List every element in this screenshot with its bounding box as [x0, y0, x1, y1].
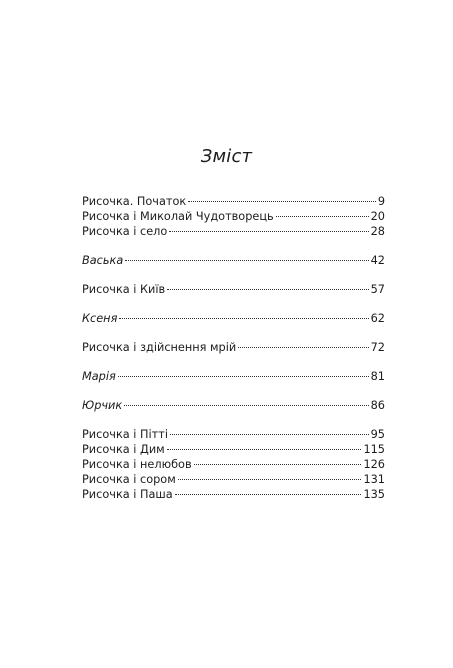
toc-entry [82, 442, 385, 457]
toc-entry [82, 369, 385, 384]
toc-entry-page: 20 [370, 210, 385, 223]
table-of-contents [82, 194, 385, 502]
toc-entry [82, 472, 385, 487]
toc-entry-page: 126 [363, 458, 385, 471]
toc-entry-page: 62 [370, 312, 385, 325]
toc-entry [82, 224, 385, 239]
toc-entry-page: 86 [370, 399, 385, 412]
toc-entry-title: Рисочка і село [82, 225, 168, 238]
toc-entry-title: Рисочка і нелюбов [82, 458, 192, 471]
dot-leader [175, 493, 362, 495]
toc-entry-page: 131 [363, 473, 385, 486]
toc-entry [82, 194, 385, 209]
toc-entry [82, 398, 385, 413]
toc-entry-title: Рисочка і Дим [82, 443, 165, 456]
toc-entry-title: Васька [82, 254, 124, 267]
toc-entry-title: Рисочка і сором [82, 473, 176, 486]
toc-entry-title: Рисочка і Миколай Чудотворець [82, 210, 274, 223]
toc-entry [82, 311, 385, 326]
toc-entry [82, 209, 385, 224]
dot-leader [125, 259, 368, 261]
dot-leader [188, 200, 376, 202]
dot-leader [118, 375, 369, 377]
toc-entry-title: Рисочка і Пітті [82, 428, 168, 441]
toc-entry-page: 115 [363, 443, 385, 456]
toc-entry-page: 28 [370, 225, 385, 238]
dot-leader [169, 230, 368, 232]
dot-leader [276, 215, 369, 217]
toc-entry [82, 457, 385, 472]
toc-entry-page: 81 [370, 370, 385, 383]
toc-entry-page: 135 [363, 488, 385, 501]
dot-leader [170, 433, 369, 435]
toc-entry-title: Рисочка і Київ [82, 283, 166, 296]
dot-leader [167, 448, 362, 450]
toc-entry-page: 72 [370, 341, 385, 354]
dot-leader [119, 317, 368, 319]
toc-title: Зміст [200, 146, 253, 167]
toc-entry-page: 42 [370, 254, 385, 267]
toc-entry-title: Рисочка. Початок [82, 195, 187, 208]
toc-entry [82, 253, 385, 268]
dot-leader [178, 478, 362, 480]
dot-leader [167, 288, 368, 290]
toc-entry [82, 340, 385, 355]
toc-entry-page: 57 [370, 283, 385, 296]
toc-entry-page: 95 [370, 428, 385, 441]
dot-leader [194, 463, 362, 465]
toc-entry [82, 487, 385, 502]
dot-leader [238, 346, 368, 348]
toc-entry [82, 282, 385, 297]
toc-entry-title: Юрчик [82, 399, 123, 412]
toc-entry-title: Ксеня [82, 312, 118, 325]
toc-entry-title: Рисочка і здійснення мрій [82, 341, 237, 354]
dot-leader [124, 404, 368, 406]
toc-entry [82, 427, 385, 442]
toc-entry-title: Рисочка і Паша [82, 488, 173, 501]
toc-entry-page: 9 [377, 195, 385, 208]
toc-entry-title: Марія [82, 370, 116, 383]
